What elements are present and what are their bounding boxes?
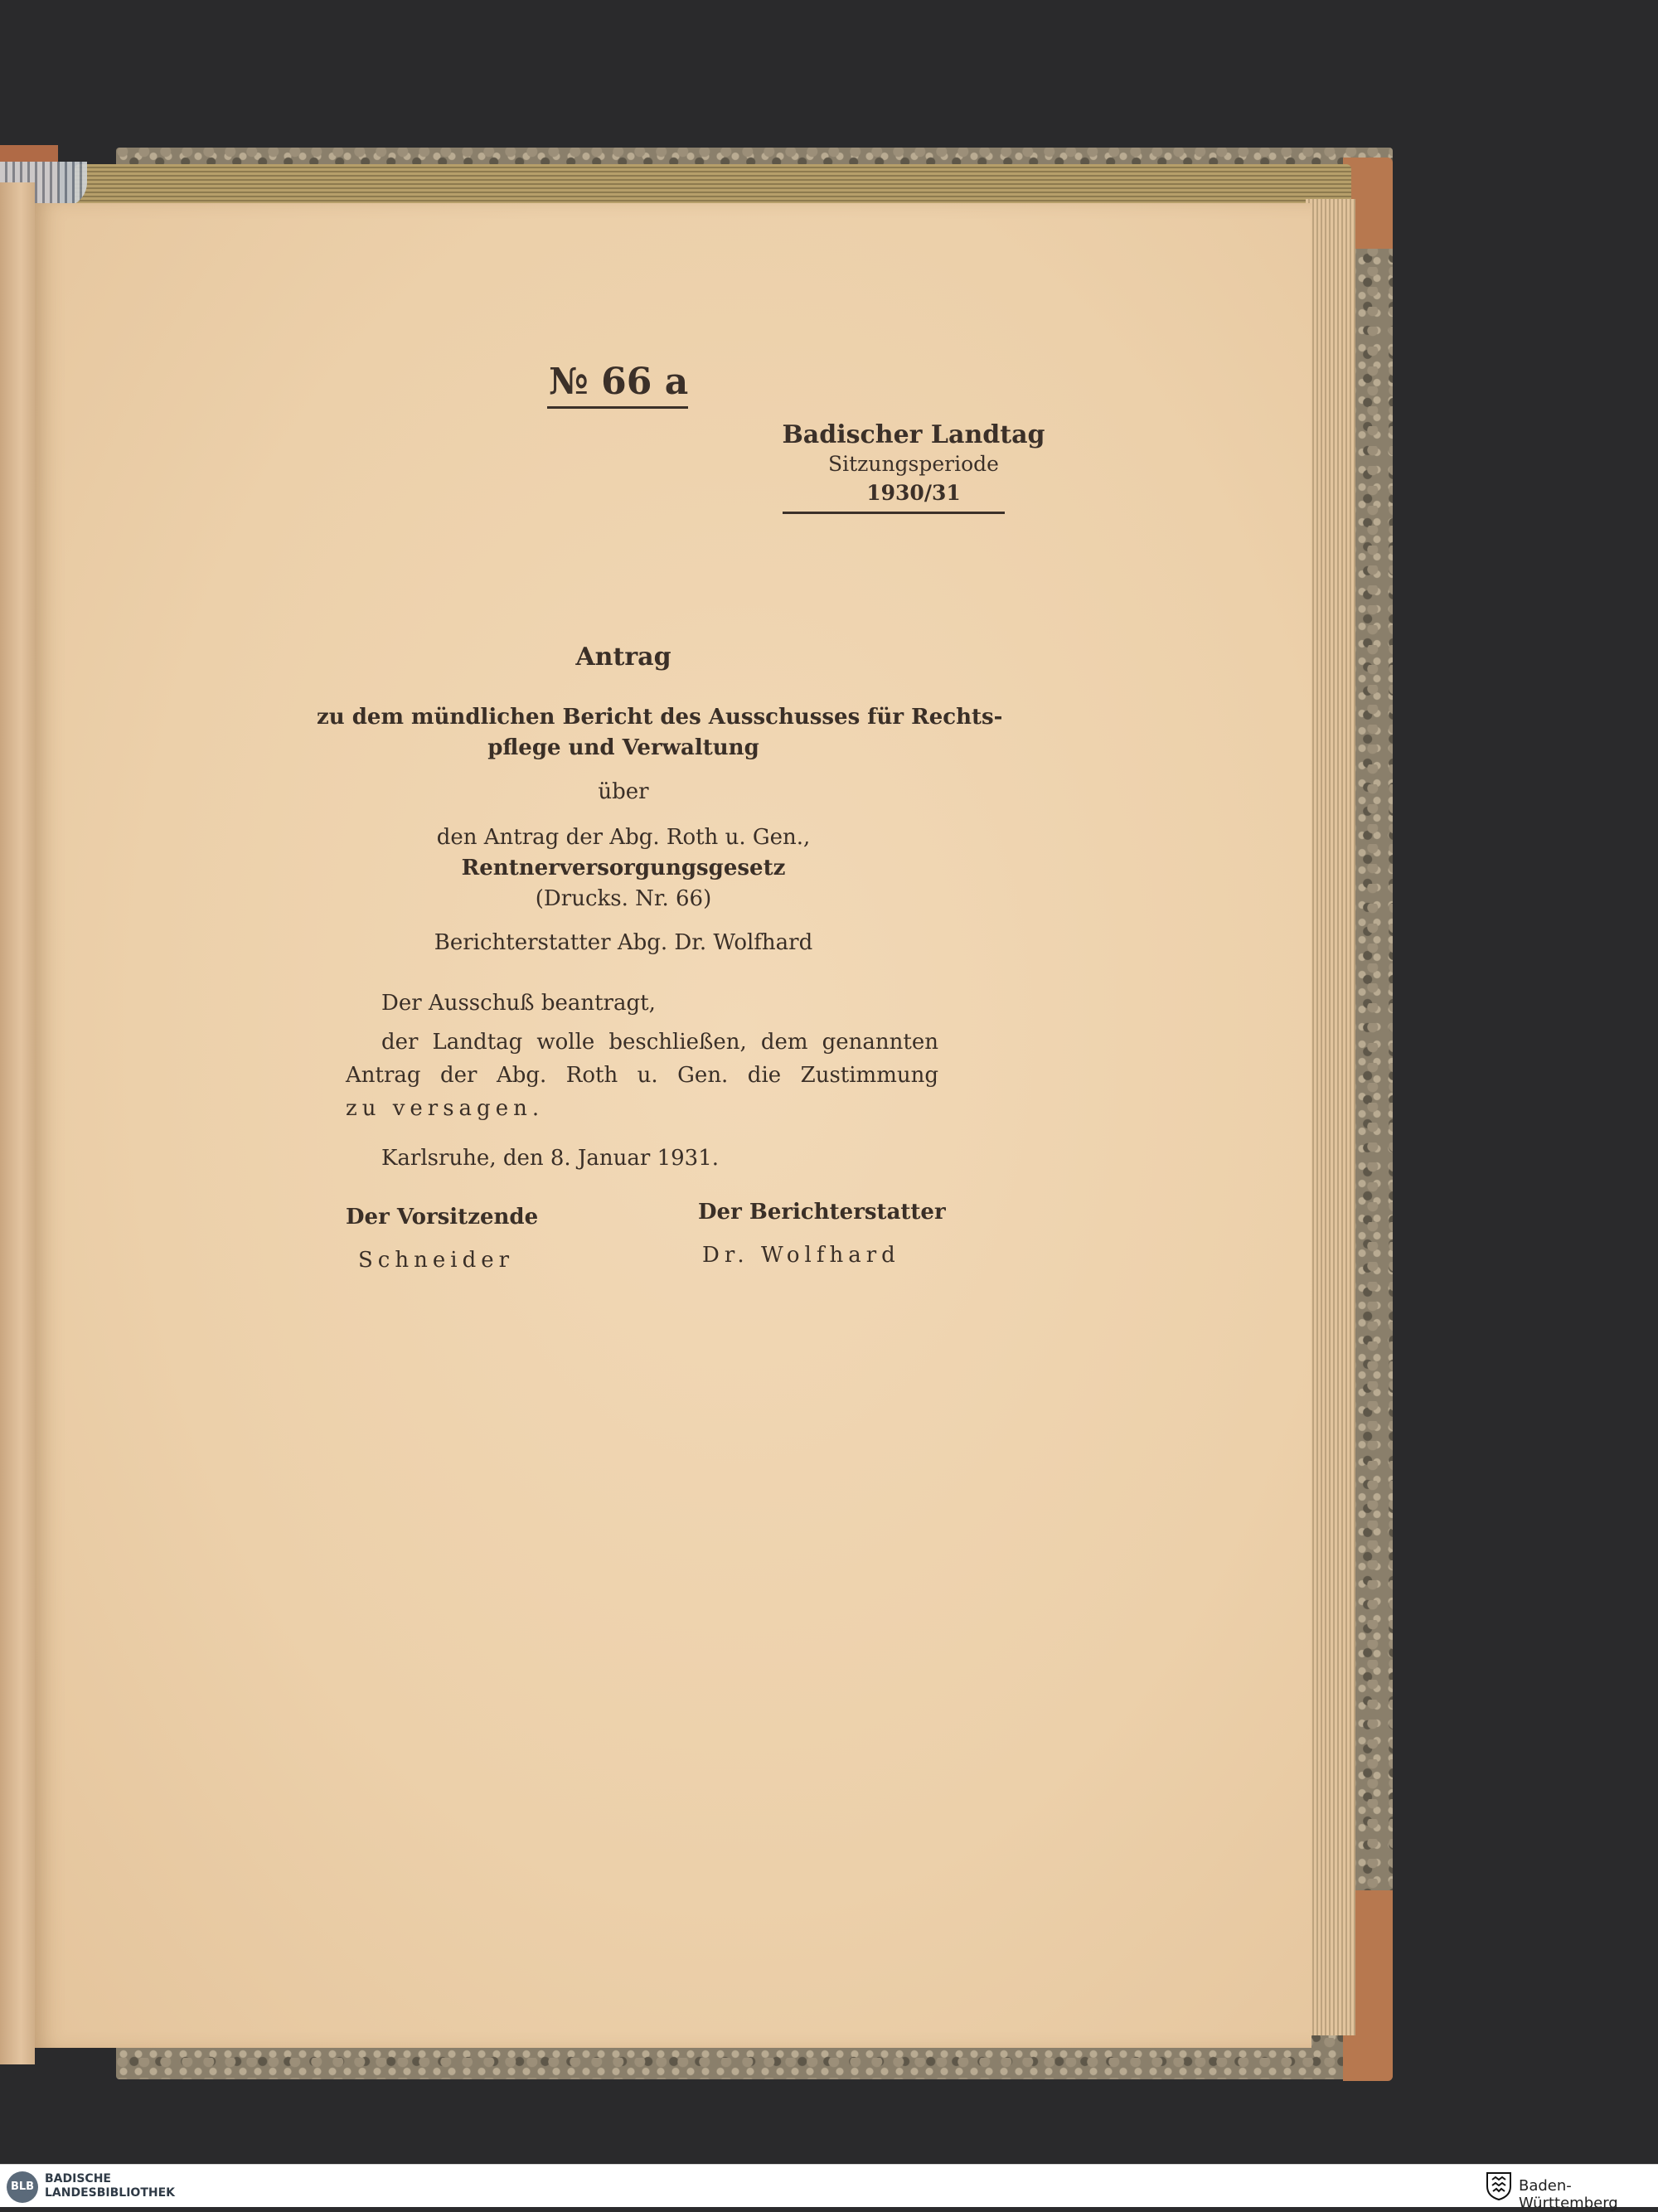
stamp-underline — [783, 512, 1005, 514]
motion-line-3: (Drucks. Nr. 66) — [535, 886, 712, 911]
body-line-3: zu versagen. — [346, 1096, 545, 1121]
document-page — [35, 203, 1311, 2048]
signature-left-title: Der Vorsitzende — [346, 1205, 539, 1230]
stamp-line-3: 1930/31 — [866, 481, 961, 505]
body-line-2: Antrag der Abg. Roth u. Gen. die Zustimmung — [346, 1063, 938, 1088]
number-underline — [547, 406, 688, 409]
document-number: № 66 a — [549, 361, 689, 403]
ueber-text: über — [598, 779, 649, 804]
motion-line-2: Rentnerversorgungsgesetz — [461, 856, 786, 880]
coat-of-arms-icon[interactable] — [1486, 2171, 1512, 2201]
left-page-edge — [0, 182, 35, 2064]
document-title: Antrag — [575, 643, 671, 672]
library-name[interactable] — [45, 2172, 175, 2200]
footer-bar — [0, 2164, 1658, 2212]
motion-line-1: den Antrag der Abg. Roth u. Gen., — [436, 825, 811, 850]
stamp-line-2: Sitzungsperiode — [828, 452, 999, 476]
signature-left-name: Schneider — [358, 1248, 515, 1273]
rapporteur-line: Berichterstatter Abg. Dr. Wolfhard — [434, 930, 813, 955]
blb-logo-icon[interactable]: BLB — [7, 2171, 38, 2203]
library-name-line-2: LANDESBIBLIOTHEK — [45, 2186, 176, 2200]
subtitle-line-2: pflege und Verwaltung — [487, 735, 759, 760]
body-line-1: der Landtag wolle beschließen, dem genannten — [381, 1030, 938, 1055]
signature-right-name: Dr. Wolfhard — [702, 1243, 900, 1268]
state-name[interactable]: Baden-Württemberg — [1519, 2177, 1618, 2212]
subtitle-line-1: zu dem mündlichen Bericht des Ausschusses für Rechts- — [317, 705, 1003, 730]
place-date: Karlsruhe, den 8. Januar 1931. — [381, 1146, 719, 1171]
library-name-line-1: BADISCHE — [45, 2172, 111, 2185]
signature-right-title: Der Berichterstatter — [698, 1200, 946, 1225]
stamp-line-1: Badischer Landtag — [782, 420, 1045, 449]
body-intro: Der Ausschuß beantragt, — [381, 991, 656, 1016]
page-stack-right-edge — [1306, 199, 1355, 2035]
